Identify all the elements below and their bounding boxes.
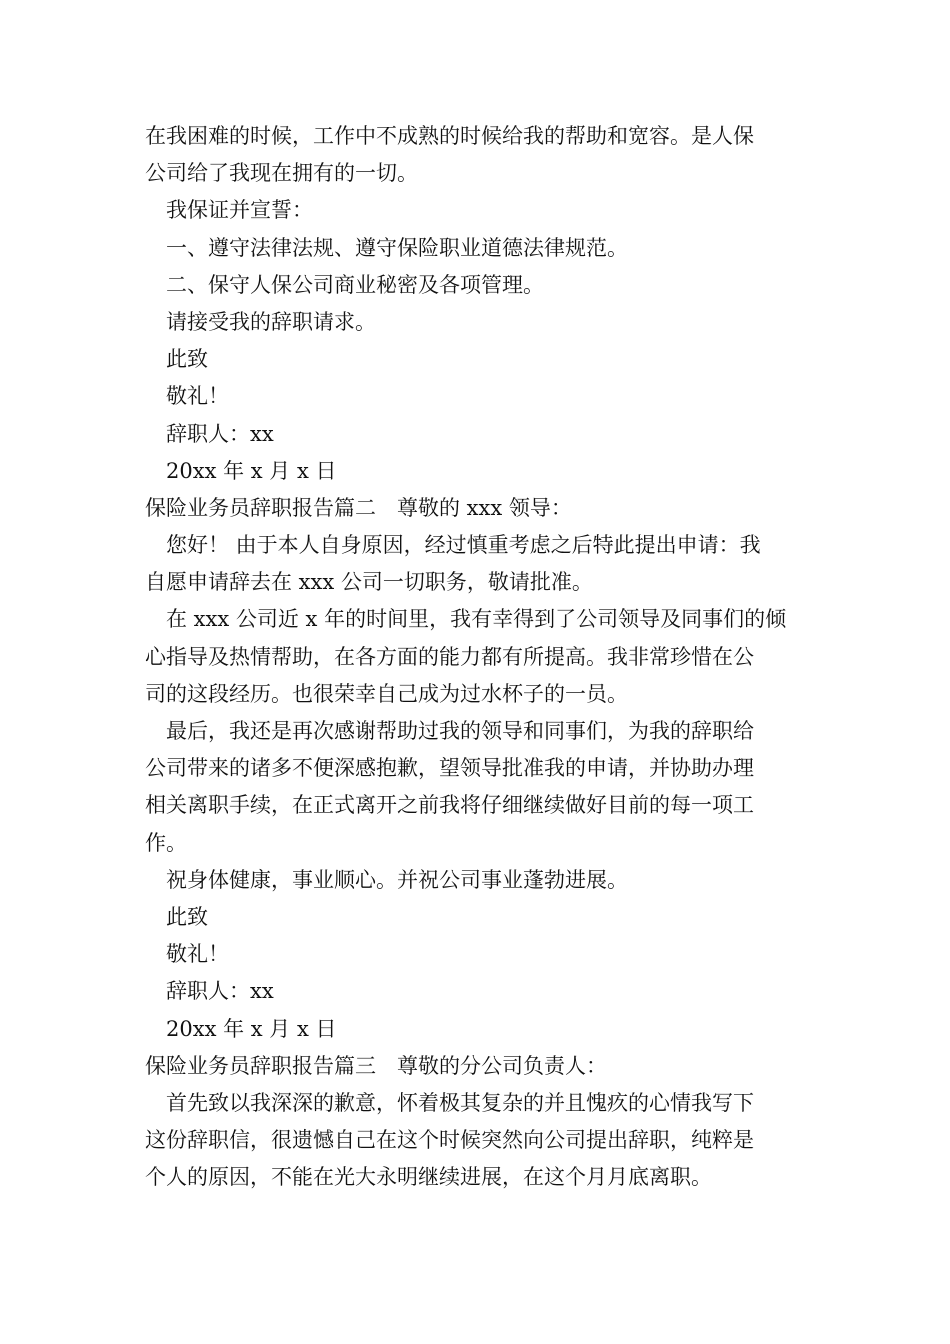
document-body — [145, 118, 810, 1196]
paragraph-line: 此致 — [166, 904, 208, 929]
paragraph-line: 请接受我的辞职请求。 — [166, 309, 376, 334]
paragraph-line: 在我困难的时候，工作中不成熟的时候给我的帮助和宽容。是人保 — [145, 124, 754, 148]
paragraph-line: 20xx 年 x 月 x 日 — [166, 1016, 337, 1041]
paragraph-line: 此致 — [166, 347, 208, 372]
paragraph-line: 司的这段经历。也很荣幸自己成为过水杯子的一员。 — [145, 681, 628, 706]
paragraph-line: 最后，我还是再次感谢帮助过我的领导和同事们，为我的辞职给 — [166, 719, 754, 743]
paragraph-line: 这份辞职信，很遗憾自己在这个时候突然向公司提出辞职，纯粹是 — [145, 1128, 754, 1153]
paragraph-line: 您好！ 由于本人自身原因，经过慎重考虑之后特此提出申请：我 — [166, 533, 761, 558]
paragraph-line: 辞职人：xx — [166, 979, 274, 1004]
paragraph-line: 敬礼！ — [166, 942, 229, 967]
paragraph-line: 保险业务员辞职报告篇二 尊敬的 xxx 领导： — [145, 495, 572, 520]
paragraph-line: 祝身体健康，事业顺心。并祝公司事业蓬勃进展。 — [166, 867, 628, 892]
paragraph-line: 保险业务员辞职报告篇三 尊敬的分公司负责人： — [145, 1053, 607, 1078]
paragraph-line: 二、保守人保公司商业秘密及各项管理。 — [166, 272, 544, 297]
paragraph-line: 敬礼！ — [166, 384, 229, 409]
paragraph-line: 辞职人：xx — [166, 421, 274, 446]
paragraph-line: 在 xxx 公司近 x 年的时间里，我有幸得到了公司领导及同事们的倾 — [166, 607, 787, 632]
paragraph-line: 公司给了我现在拥有的一切。 — [145, 161, 418, 186]
paragraph-line: 公司带来的诸多不便深感抱歉，望领导批准我的申请，并协助办理 — [145, 756, 754, 781]
paragraph-line: 一、遵守法律法规、遵守保险职业道德法律规范。 — [166, 235, 628, 260]
paragraph-line: 我保证并宣誓： — [166, 198, 313, 223]
paragraph-line: 作。 — [145, 830, 187, 855]
paragraph-line: 20xx 年 x 月 x 日 — [166, 458, 337, 483]
paragraph-line: 自愿申请辞去在 xxx 公司一切职务，敬请批准。 — [145, 570, 593, 595]
paragraph-line: 相关离职手续，在正式离开之前我将仔细继续做好目前的每一项工 — [145, 793, 754, 818]
paragraph-line: 首先致以我深深的歉意，怀着极其复杂的并且愧疚的心情我写下 — [166, 1090, 754, 1115]
paragraph-line: 个人的原因，不能在光大永明继续进展，在这个月月底离职。 — [145, 1165, 712, 1190]
paragraph-line: 心指导及热情帮助，在各方面的能力都有所提高。我非常珍惜在公 — [145, 644, 754, 669]
